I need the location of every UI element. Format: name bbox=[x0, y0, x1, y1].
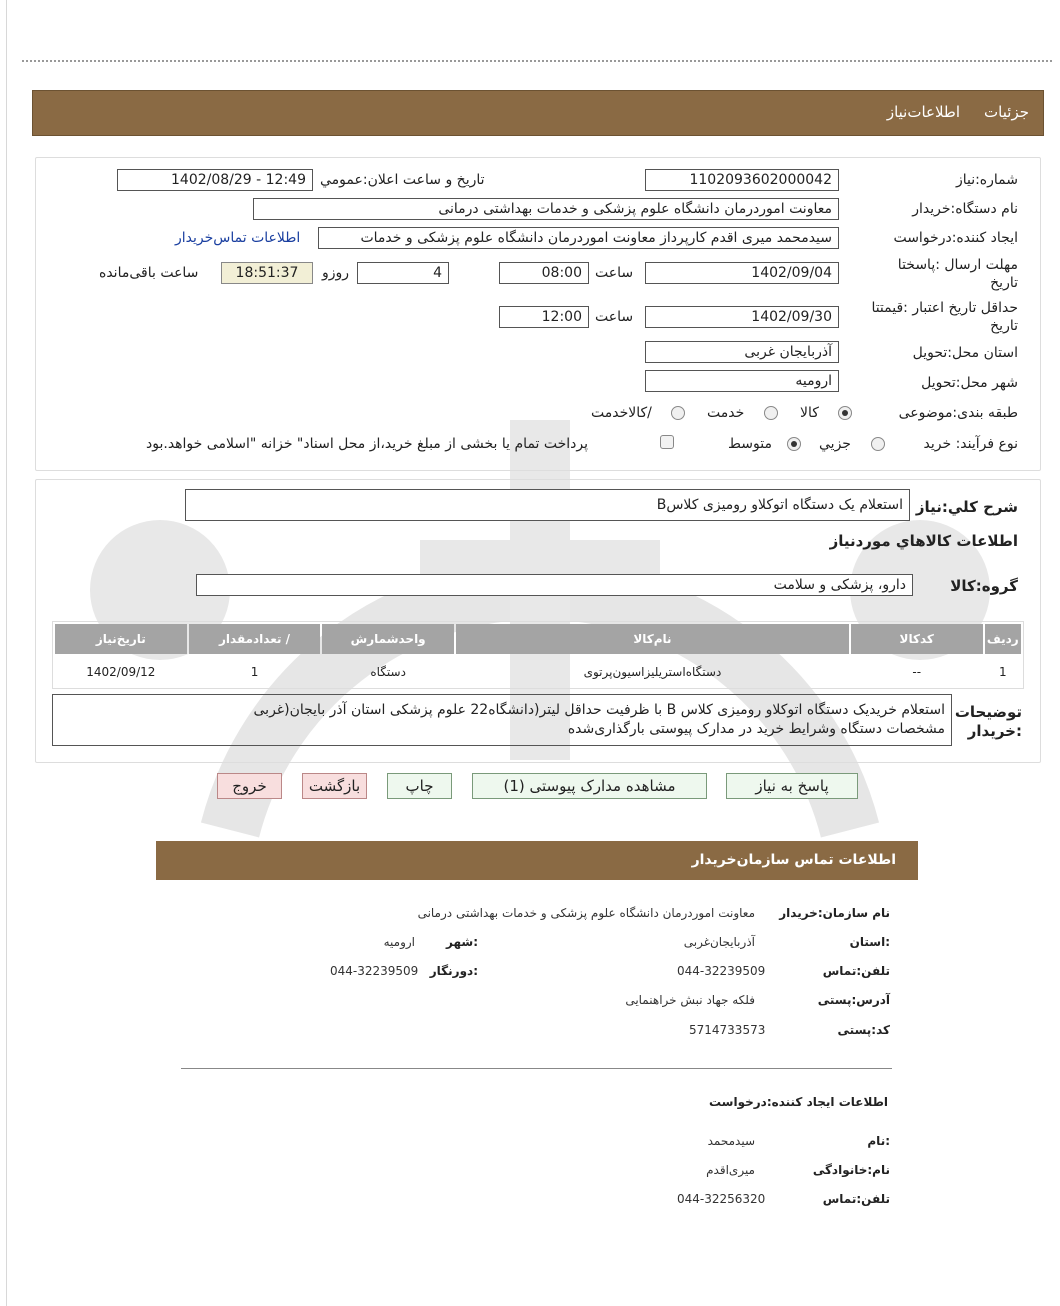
buyer-notes-field bbox=[52, 694, 952, 746]
creator-family: میری‌اقدم bbox=[706, 1163, 755, 1177]
cell-name: دستگاه‌استریلیزاسیون‌پرتوی bbox=[583, 665, 722, 679]
category-goods-service-text: /کالاخدمت bbox=[591, 405, 652, 421]
creator-info-title: اطلاعات ایجاد کننده:درخواست bbox=[708, 1095, 888, 1109]
buyer-org-field: معاونت اموردرمان دانشگاه علوم پزشکی و خدمات بهداشتی درمانی bbox=[253, 198, 839, 220]
tab-need-info[interactable]: اطلاعات‌نیاز bbox=[886, 103, 961, 121]
contact-fax-label: :دورنگار bbox=[429, 964, 478, 978]
buyer-org-label: نام دستگاه:خریدار bbox=[912, 201, 1018, 217]
deadline-time-label: ساعت bbox=[595, 265, 634, 281]
creator-name-label: :نام bbox=[867, 1134, 890, 1148]
announce-label: تاریخ و ساعت اعلان:عمومي bbox=[320, 172, 485, 188]
validity-label: حداقل تاریخ اعتبار :قیمتتا تاریخ bbox=[871, 300, 1018, 334]
cell-quantity: 1 bbox=[250, 665, 259, 679]
announce-field: 1402/08/29 - 12:49 bbox=[117, 169, 313, 191]
deadline-date-field: 1402/09/04 bbox=[645, 262, 839, 284]
contact-header-bar bbox=[156, 841, 918, 880]
process-type-label: نوع فرآیند: خرید bbox=[923, 436, 1018, 452]
buyer-notes-label: توضیحات :خریدار bbox=[954, 703, 1022, 740]
contact-phone: 044-32239509 bbox=[677, 964, 766, 978]
cell-code: -- bbox=[912, 665, 922, 679]
contact-divider bbox=[181, 1068, 892, 1069]
cell-date: 1402/09/12 bbox=[86, 665, 156, 679]
contact-title: اطلاعات تماس سازمان‌خریدار bbox=[691, 852, 896, 868]
category-goods-service-radio[interactable] bbox=[671, 406, 685, 420]
table-row bbox=[55, 656, 1021, 688]
remaining-label: ساعت باقی‌مانده bbox=[99, 265, 199, 281]
remaining-time-field: 18:51:37 bbox=[221, 262, 313, 284]
goods-table-frame bbox=[52, 621, 1024, 689]
col-code: کدکالا bbox=[851, 624, 983, 654]
general-description-label: شرح کلي:نیاز bbox=[915, 498, 1018, 516]
contact-province-label: :استان bbox=[849, 935, 890, 949]
category-label: طبقه بندی:موضوعی bbox=[898, 405, 1018, 421]
creator-label: ایجاد کننده:درخواست bbox=[893, 230, 1018, 246]
general-description-field: استعلام یک دستگاه اتوکلاو رومیزی کلاسB bbox=[185, 489, 910, 521]
process-medium-radio[interactable] bbox=[787, 437, 801, 451]
col-name: نام‌کالا bbox=[456, 624, 849, 654]
print-button[interactable]: چاپ bbox=[387, 773, 452, 799]
reply-button[interactable]: پاسخ به نیاز bbox=[726, 773, 858, 799]
province-label: استان محل:تحویل bbox=[912, 345, 1018, 361]
cell-unit: دستگاه bbox=[370, 665, 406, 679]
validity-time-label: ساعت bbox=[595, 309, 634, 325]
creator-family-label: نام:خانوادگی bbox=[812, 1163, 890, 1177]
notes-line-2: مشخصات دستگاه وشرایط خرید در مدارک پیوستی بارگذاری‌شده bbox=[567, 721, 945, 737]
contact-org-label: نام سازمان:خریدار bbox=[779, 906, 890, 920]
back-button[interactable]: بازگشت bbox=[302, 773, 367, 799]
contact-province: آذربایجان‌غربی bbox=[683, 935, 755, 949]
goods-group-label: گروه:کالا bbox=[950, 577, 1018, 595]
treasury-payment-text: پرداخت تمام یا بخشی از مبلغ خرید،از محل اسناد" خزانه "اسلامی خواهد.بود bbox=[146, 436, 589, 452]
contact-city: ارومیه bbox=[383, 935, 415, 949]
process-medium-text: متوسط bbox=[728, 436, 772, 452]
deadline-time-field: 08:00 bbox=[499, 262, 589, 284]
col-row: ردیف bbox=[985, 624, 1021, 654]
need-number-label: شماره:نیاز bbox=[955, 172, 1018, 188]
validity-date-field: 1402/09/30 bbox=[645, 306, 839, 328]
city-field: ارومیه bbox=[645, 370, 839, 392]
view-attachments-button[interactable]: مشاهده مدارک پیوستی (1) bbox=[472, 773, 707, 799]
treasury-payment-checkbox[interactable] bbox=[660, 435, 674, 449]
goods-group-field: دارو، پزشکی و سلامت bbox=[196, 574, 913, 596]
tab-details[interactable]: جزئیات bbox=[984, 103, 1029, 121]
col-date: تاریخ‌نیاز bbox=[55, 624, 187, 654]
exit-button[interactable]: خروج bbox=[217, 773, 282, 799]
contact-postal: 5714733573 bbox=[689, 1023, 766, 1037]
col-unit: واحدشمارش bbox=[322, 624, 454, 654]
province-field: آذربایجان غربی bbox=[645, 341, 839, 363]
city-label: شهر محل:تحویل bbox=[921, 375, 1018, 391]
info-header-bar bbox=[32, 90, 1044, 136]
validity-time-field: 12:00 bbox=[499, 306, 589, 328]
contact-fax: 044-32239509 bbox=[330, 964, 419, 978]
goods-table bbox=[53, 622, 1023, 690]
category-service-text: خدمت bbox=[707, 405, 745, 421]
creator-phone: 044-32256320 bbox=[677, 1192, 766, 1206]
contact-city-label: :شهر bbox=[446, 935, 478, 949]
creator-phone-label: تلفن:تماس bbox=[822, 1192, 890, 1206]
category-service-radio[interactable] bbox=[764, 406, 778, 420]
process-partial-text: جزیي bbox=[819, 436, 851, 452]
dotted-divider bbox=[22, 60, 1052, 62]
category-goods-text: کالا bbox=[800, 405, 819, 421]
notes-line-1: استعلام خریدیک دستگاه اتوکلاو رومیزی کلاس B با ظرفیت حداقل لیتر(دانشگاه22 علوم پزشکی استان آذر بایجان(غربی bbox=[253, 702, 945, 718]
contact-phone-label: تلفن:تماس bbox=[822, 964, 890, 978]
days-label: روزو bbox=[322, 265, 350, 281]
goods-heading: اطلاعات کالاهاي موردنیاز bbox=[829, 532, 1018, 550]
creator-name: سیدمحمد bbox=[707, 1134, 755, 1148]
cell-row: 1 bbox=[998, 665, 1007, 679]
left-border-line bbox=[6, 0, 7, 1306]
col-quantity: / تعدادمقدار bbox=[189, 624, 321, 654]
contact-org: معاونت اموردرمان دانشگاه علوم پزشکی و خدمات بهداشتی درمانی bbox=[417, 906, 755, 920]
contact-address: فلکه جهاد نبش خراهنمایی bbox=[625, 993, 755, 1007]
creator-field: سیدمحمد میری اقدم کارپرداز معاونت اموردرمان دانشگاه علوم پزشکی و خدمات bbox=[318, 227, 839, 249]
need-number-field: 1102093602000042 bbox=[645, 169, 839, 191]
contact-address-label: آدرس:پستی bbox=[817, 993, 890, 1007]
process-partial-radio[interactable] bbox=[871, 437, 885, 451]
contact-postal-label: کد:پستی bbox=[837, 1023, 890, 1037]
category-goods-radio[interactable] bbox=[838, 406, 852, 420]
deadline-label: مهلت ارسال :پاسختا تاریخ bbox=[897, 257, 1018, 291]
days-field: 4 bbox=[357, 262, 449, 284]
buyer-contact-link[interactable]: اطلاعات تماس‌خریدار bbox=[175, 230, 301, 246]
